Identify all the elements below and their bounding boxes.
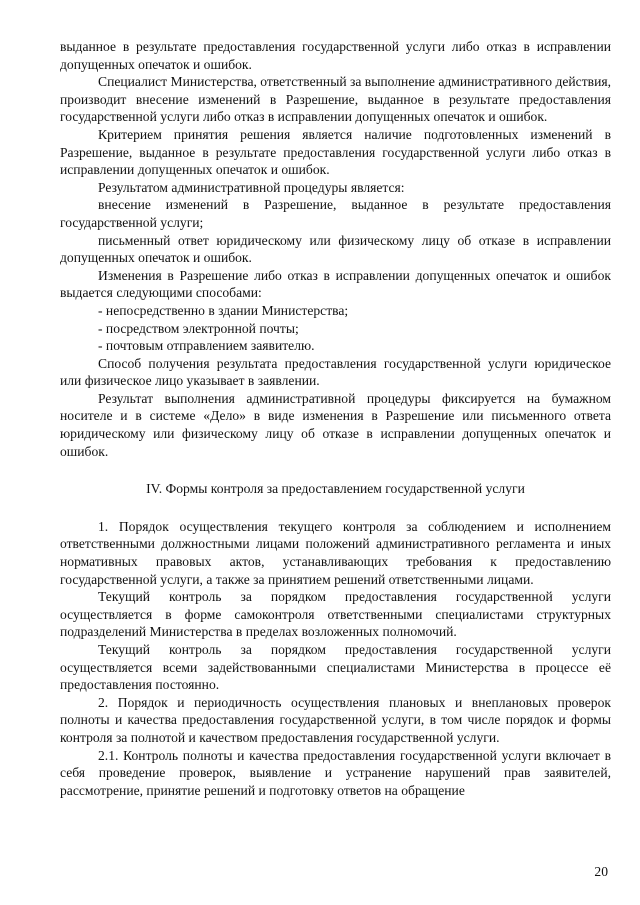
- paragraph: 2. Порядок и периодичность осуществления плановых и внеплановых проверок полноты и качества предоставления государственной услуги, в том числе порядок и формы контроля за полнотой и качеством предоставления государственной услуги.: [60, 694, 611, 745]
- paragraph: Изменения в Разрешение либо отказ в исправлении допущенных опечаток и ошибок выдается следующими способами:: [60, 267, 611, 301]
- section-heading: IV. Формы контроля за предоставлением государственной услуги: [146, 481, 525, 497]
- paragraph: письменный ответ юридическому или физическому лицу об отказе в исправлении допущенных опечаток и ошибок.: [60, 232, 611, 266]
- paragraph: Текущий контроль за порядком предоставления государственной услуги осуществляется всеми задействованными специалистами Министерства в процессе её предоставления постоянно.: [60, 642, 611, 693]
- paragraph: Способ получения результата предоставления государственной услуги юридическое или физическое лицо указывает в заявлении.: [60, 355, 611, 389]
- paragraph: Специалист Министерства, ответственный за выполнение административного действия, производит внесение изменений в Разрешение, выданное в результате предоставления государственной услуги либо отказ в исправлении допущенных опечаток и ошибок.: [60, 74, 612, 125]
- list-item: - непосредственно в здании Министерства;: [98, 302, 349, 318]
- list-item: - посредством электронной почты;: [98, 320, 299, 336]
- document-page: [60, 38, 611, 799]
- list-item: - почтовым отправлением заявителю.: [98, 338, 315, 354]
- paragraph: Результатом административной процедуры является:: [98, 179, 405, 195]
- paragraph: 1. Порядок осуществления текущего контроля за соблюдением и исполнением ответственными должностными лицами положений административного регламента и иных нормативных правовых актов, устанавливающих требования к предоставлению государственной услуги, а также за принятием решений ответственными лицами.: [60, 518, 611, 587]
- paragraph: Результат выполнения административной процедуры фиксируется на бумажном носителе и в системе «Дело» в виде изменения в Разрешение или письменного ответа юридическому или физическому лицу об отказе в исправлении допущенных опечаток и ошибок.: [60, 390, 611, 459]
- paragraph: 2.1. Контроль полноты и качества предоставления государственной услуги включает в себя проведение проверок, выявление и устранение нарушений прав заявителей, рассмотрение, принятие решений и подготовку ответов на обращение: [60, 747, 611, 798]
- paragraph: Текущий контроль за порядком предоставления государственной услуги осуществляется в форме самоконтроля ответственными специалистами структурных подразделений Министерства в пределах возложенных полномочий.: [60, 589, 611, 640]
- paragraph-continuation: выданное в результате предоставления государственной услуги либо отказ в исправлении допущенных опечаток и ошибок.: [60, 39, 611, 72]
- page-number: 20: [594, 864, 608, 879]
- paragraph: Критерием принятия решения является наличие подготовленных изменений в Разрешение, выданное в результате предоставления государственной услуги либо отказ в исправлении допущенных опечаток и ошибок.: [60, 126, 611, 178]
- paragraph: внесение изменений в Разрешение, выданное в результате предоставления государственной услуги;: [60, 197, 611, 230]
